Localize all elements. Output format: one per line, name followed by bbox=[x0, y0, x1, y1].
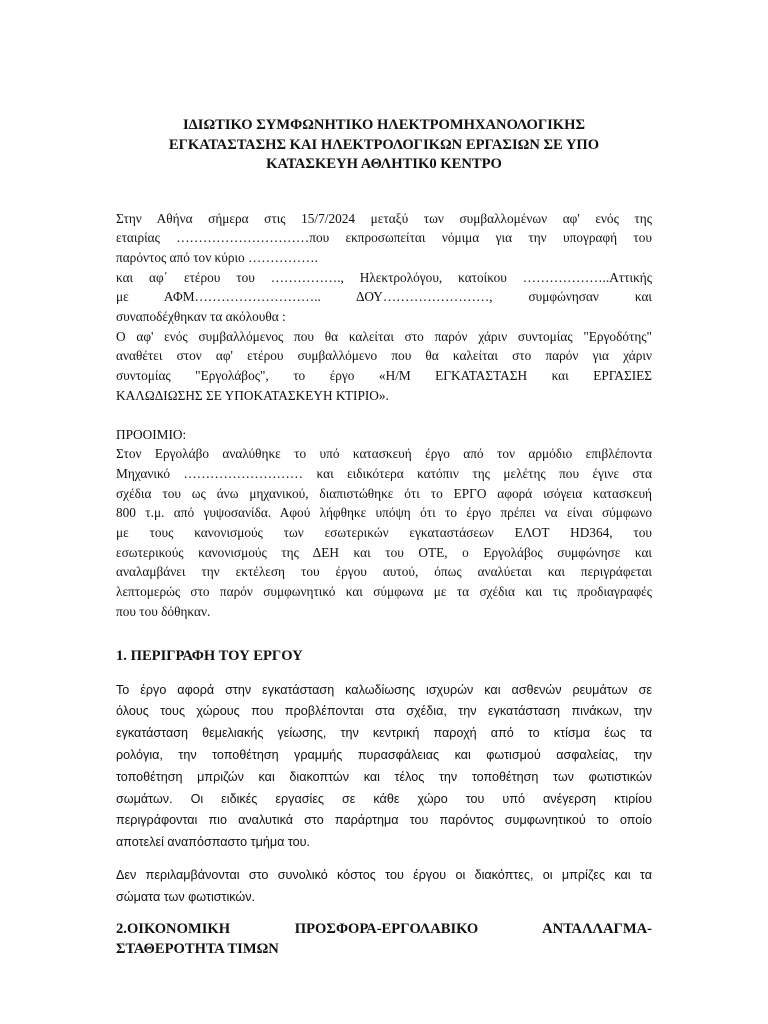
intro-line: με ΑΦΜ……………………….. ΔΟΥ……………………, συμφώνησαν και bbox=[116, 289, 652, 305]
section-1-line: σώματα των φωτιστικών. bbox=[116, 889, 256, 904]
section-1-line: αποτελεί αναπόσπαστο τμήμα του. bbox=[116, 835, 311, 850]
intro-paragraph bbox=[116, 209, 652, 406]
intro-line: Στην Αθήνα σήμερα στις 15/7/2024 μεταξύ των συμβαλλομένων αφ' ενός της bbox=[116, 210, 652, 226]
section-1-line: Το έργο αφορά στην εγκατάσταση καλωδίωσης ισχυρών και ασθενών ρευμάτων σε bbox=[116, 682, 652, 697]
preamble-line: λεπτομερώς στο παρόν συμφωνητικό και σύμφωνα με τα σχέδια και τις προδιαγραφές bbox=[116, 584, 652, 600]
intro-line: συναποδέχθηκαν τα ακόλουθα : bbox=[116, 309, 286, 325]
preamble-line: Μηχανικό ……………………… και ειδικότερα κατόπιν της μελέτης που έγινε στα bbox=[116, 465, 652, 481]
intro-line: εταιρίας …………………………που εκπροσωπείται νόμιμα για την υπογραφή του bbox=[116, 230, 652, 246]
section-1-line: Δεν περιλαμβάνονται στο συνολικό κόστος του έργου οι διακόπτες, οι μπρίζες και τα bbox=[116, 867, 652, 882]
section-1-line: εγκατάσταση θεμελιακής γείωσης, την κεντρική παροχή από το κτίσμα έως τα bbox=[116, 726, 652, 741]
intro-line: ΚΑΛΩΔΙΩΣΗΣ ΣΕ ΥΠΟΚΑΤΑΣΚΕΥΗ ΚΤΙΡΙΟ». bbox=[116, 387, 389, 403]
section-1-line: όλους τους χώρους που προβλέπονται στα σχέδια, την εγκατάσταση πινάκων, την bbox=[116, 704, 652, 719]
section-1-line: σωμάτων. Οι ειδικές εργασίες σε κάθε χώρο του υπό ανέγερση κτιρίου bbox=[116, 791, 652, 806]
preamble-line: 800 τ.μ. από γυψοσανίδα. Αφού λήφθηκε υπόψη ότι το έργο πρέπει να είναι σύμφωνο bbox=[116, 505, 652, 521]
section-1-line: ρολόγια, την τοποθέτηση γραμμής πυρασφάλειας και φωτισμού ασφαλείας, την bbox=[116, 747, 652, 762]
section-1-line: περιγράφονται πιο αναλυτικά στο παράρτημα του παρόντος συμφωνητικού το οποίο bbox=[116, 813, 652, 828]
section-1-paragraph-1 bbox=[116, 680, 652, 854]
title-line-1: ΙΔΙΩΤΙΚΟ ΣΥΜΦΩΝΗΤΙΚΟ ΗΛΕΚΤΡΟΜΗΧΑΝΟΛΟΓΙΚΗΣ bbox=[182, 117, 586, 133]
section-1-heading bbox=[116, 646, 652, 666]
section-1-heading-text: 1. ΠΕΡΙΓΡΑΦΗ ΤΟΥ ΕΡΓΟΥ bbox=[116, 647, 303, 664]
intro-line: παρόντος από τον κύριο ……………. bbox=[116, 249, 318, 265]
document-title bbox=[116, 116, 652, 175]
preamble-line: αναλαμβάνει την εκτέλεση του έργου αυτού, όπως αναλύεται και περιγράφεται bbox=[116, 564, 652, 580]
intro-line: συντομίας "Εργολάβος", το έργο «Η/Μ ΕΓΚΑΤΑΣΤΑΣΗ και ΕΡΓΑΣΙΕΣ bbox=[116, 368, 652, 384]
preamble-line: Στον Εργολάβο αναλύθηκε το υπό κατασκευή έργο από τον αρμόδιο επιβλέποντα bbox=[116, 446, 652, 462]
preamble-paragraph bbox=[116, 425, 652, 622]
preamble-heading: ΠΡΟΟΙΜΙΟ: bbox=[116, 426, 187, 442]
section-1-paragraph-2 bbox=[116, 865, 652, 909]
intro-line: και αφ΄ ετέρου του ……………., Ηλεκτρολόγου, κατοίκου ………………..Αττικής bbox=[116, 269, 652, 285]
preamble-line: σχέδια του ως άνω μηχανικού, διαπιστώθηκε ότι το ΕΡΓΟ αφορά ισόγεια κατασκευή bbox=[116, 485, 652, 501]
section-1-line: τοποθέτηση μπριζών και διακοπτών και τέλος την τοποθέτηση των φωτιστικών bbox=[116, 769, 652, 784]
preamble-line: εσωτερικούς κανονισμούς της ΔΕΗ και του ΟΤΕ, ο Εργολάβος συμφώνησε και bbox=[116, 544, 652, 560]
document-page bbox=[116, 116, 652, 959]
intro-line: Ο αφ' ενός συμβαλλόμενος που θα καλείται στο παρόν χάριν συντομίας "Εργοδότης" bbox=[116, 328, 652, 344]
title-line-2: ΕΓΚΑΤΑΣΤΑΣΗΣ ΚΑΙ ΗΛΕΚΤΡΟΛΟΓΙΚΩΝ ΕΡΓΑΣΙΩΝ ΣΕ ΥΠΟ bbox=[168, 136, 600, 153]
section-2-heading bbox=[116, 919, 652, 959]
intro-line: αναθέτει στον αφ' ετέρου συμβαλλόμενο που θα καλείται στο παρόν για χάριν bbox=[116, 348, 652, 364]
preamble-line: που του δόθηκαν. bbox=[116, 603, 211, 619]
section-2-heading-line: ΣΤΑΘΕΡΟΤΗΤΑ ΤΙΜΩΝ bbox=[116, 940, 279, 957]
title-line-3: ΚΑΤΑΣΚΕΥΗ ΑΘΛΗΤΙΚ0 ΚΕΝΤΡΟ bbox=[266, 156, 502, 172]
preamble-line: με τους κανονισμούς των εσωτερικών εγκαταστάσεων ΕΛΟΤ HD364, του bbox=[116, 525, 652, 541]
section-2-heading-line: 2.ΟΙΚΟΝΟΜΙΚΗ ΠΡΟΣΦΟΡΑ-ΕΡΓΟΛΑΒΙΚΟ ΑΝΤΑΛΛΑΓΜΑ- bbox=[116, 920, 652, 937]
